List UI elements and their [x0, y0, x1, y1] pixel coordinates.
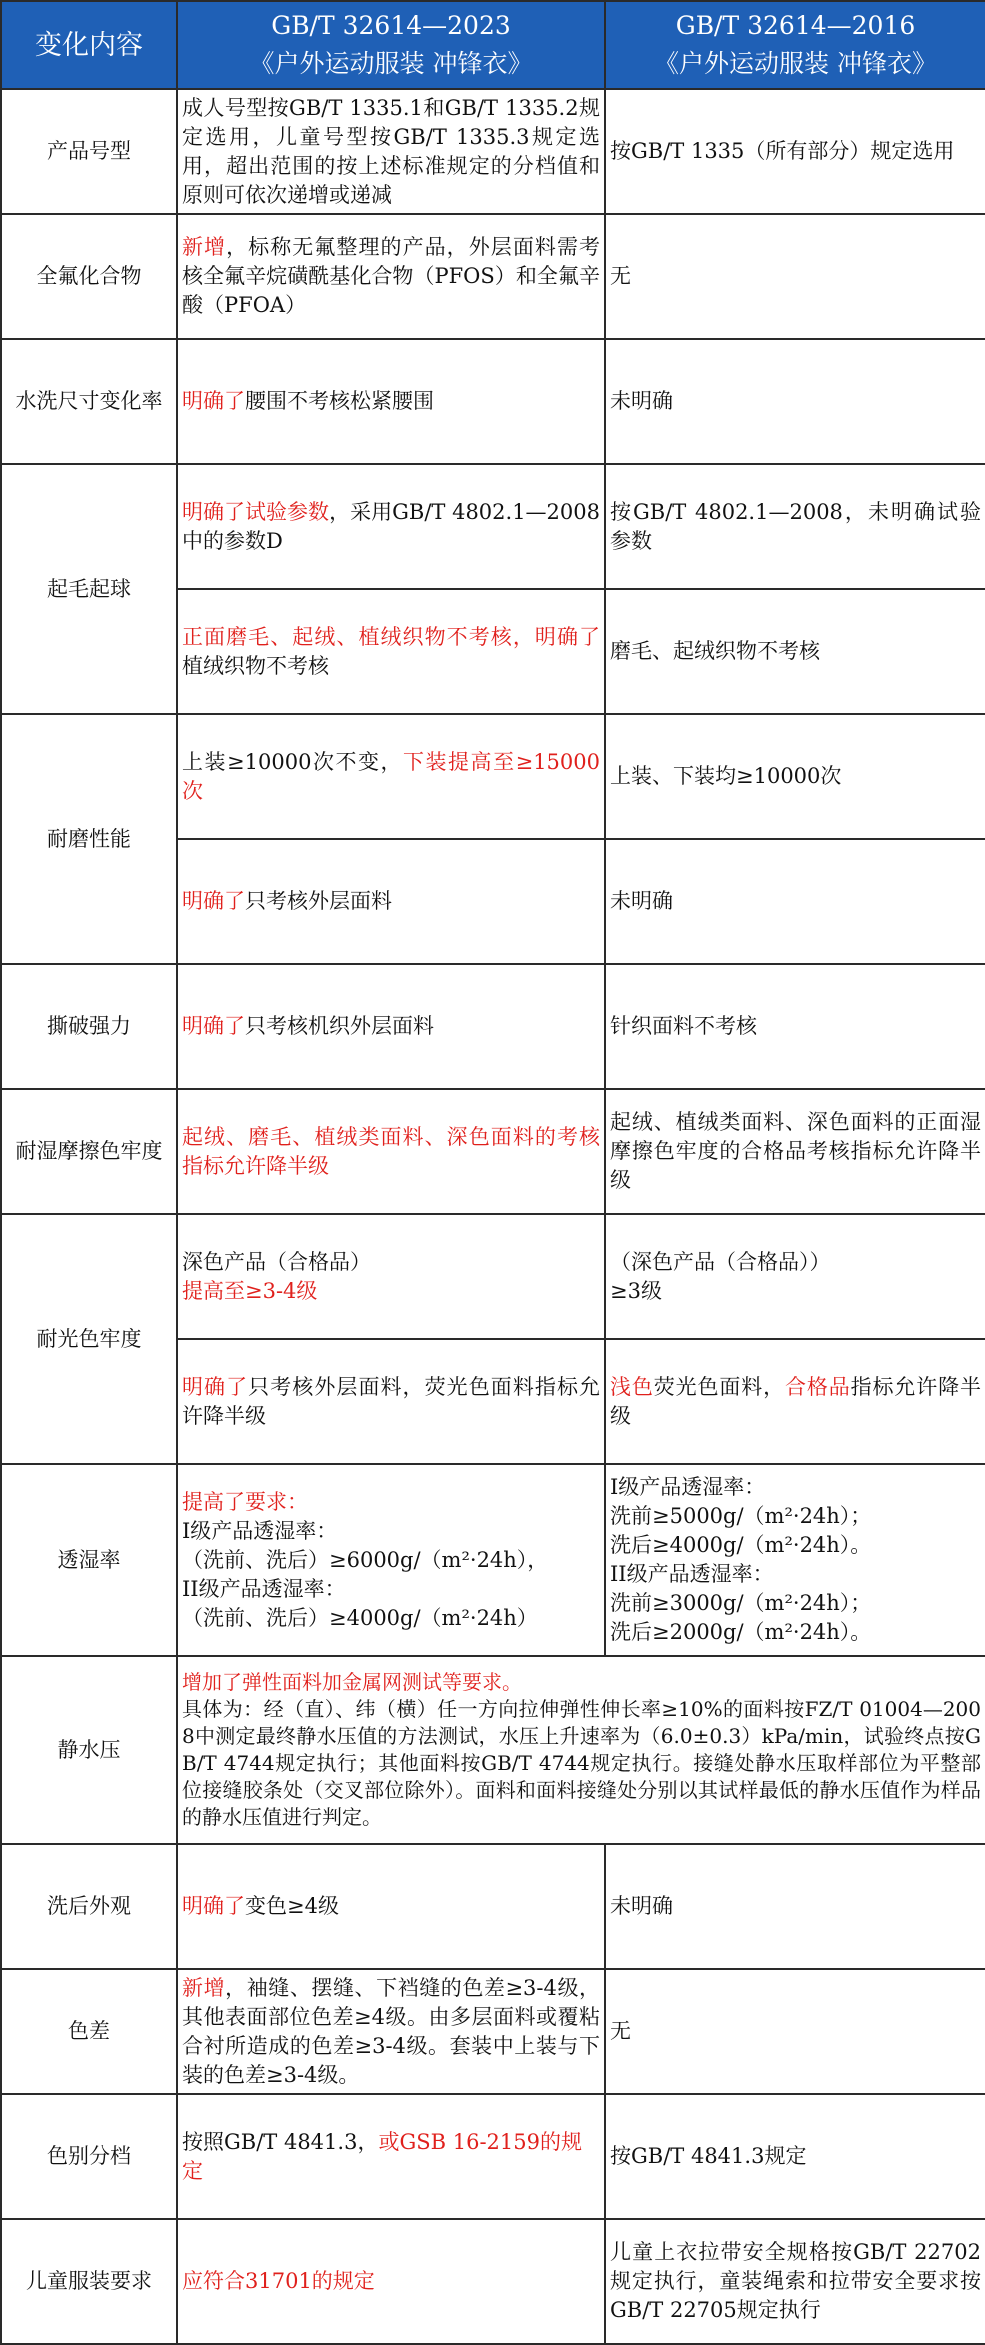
new-text: II级产品透湿率： [182, 1576, 346, 1601]
new-text: 植绒织物不考核 [182, 653, 329, 678]
new-standard-cell [177, 964, 605, 1089]
category-cell: 透湿率 [1, 1464, 177, 1656]
highlight-text: 起绒、磨毛、植绒类面料、深色面料的考核指标允许降半级 [182, 1124, 600, 1178]
old-standard-cell [605, 339, 985, 464]
row-shade-grading [1, 2094, 985, 2219]
category-cell: 静水压 [1, 1656, 177, 1844]
new-text: 具体为：经（直）、纬（横）任一方向拉伸弹性伸长率≥10%的面料按FZ/T 01004—2008中测定最终静水压值的方法测试，水压上升速率为（6.0±0.3）kPa/min，试验终点按GB/T 4744规定执行；其他面料按GB/T 4744规定执行。接缝处静水压取样部位为平整部位接缝胶条处（交叉部位除外）。面料和面料接缝处分别以其试样最低的静水压值作为样品的静水压值进行判定。 [182, 1697, 981, 1829]
highlight-text: 提高了要求： [182, 1489, 308, 1514]
old-standard-cell [605, 964, 985, 1089]
old-text: 按GB/T 1335（所有部分）规定选用 [610, 139, 955, 163]
row-pilling-a [1, 464, 985, 589]
row-light-fastness-a [1, 1214, 985, 1339]
new-standard-cell [177, 1844, 605, 1969]
row-children-clothing [1, 2219, 985, 2344]
category-cell: 耐磨性能 [1, 714, 177, 964]
new-text: （洗前、洗后）≥4000g/（m²·24h） [182, 1605, 538, 1630]
old-text: 起绒、植绒类面料、深色面料的正面湿摩擦色牢度的合格品考核指标允许降半级 [610, 1110, 981, 1192]
row-product-size [1, 89, 985, 214]
highlight-text: 明确了 [182, 1374, 249, 1399]
new-standard-cell [177, 2094, 605, 2219]
new-text: 深色产品（合格品） [182, 1249, 371, 1274]
row-perfluorinated [1, 214, 985, 339]
row-color-difference [1, 1969, 985, 2094]
old-standard-cell [605, 1089, 985, 1214]
category-cell: 色差 [1, 1969, 177, 2094]
old-standard-cell [605, 1969, 985, 2094]
highlight-text: 明确了 [182, 1014, 245, 1038]
old-text: （深色产品（合格品）） [610, 1249, 831, 1274]
old-text: 洗后≥4000g/（m²·24h）。 [610, 1533, 872, 1557]
new-text: 腰围不考核松紧腰围 [245, 389, 434, 413]
new-text: 只考核外层面料 [245, 889, 392, 913]
new-standard-cell [177, 1339, 605, 1464]
old-text: 指标允许降半级 [610, 1374, 981, 1428]
highlight-text: 浅色 [610, 1374, 654, 1399]
highlight-text: 增加了弹性面料加金属网测试等要求。 [182, 1670, 522, 1694]
new-standard-cell [177, 1464, 605, 1656]
new-standard-cell [177, 1214, 605, 1339]
new-text: I级产品透湿率： [182, 1518, 338, 1543]
new-standard-cell [177, 89, 605, 214]
new-standard-cell [177, 339, 605, 464]
new-standard-cell [177, 1089, 605, 1214]
old-text: 荧光色面料， [653, 1374, 785, 1399]
old-standard-cell [605, 839, 985, 964]
new-text: 按照GB/T 4841.3， [182, 2129, 379, 2154]
row-wash-dimension [1, 339, 985, 464]
old-standard-cell [605, 589, 985, 714]
old-standard-cell [605, 1464, 985, 1656]
highlight-text: 明确了 [182, 389, 245, 413]
category-cell: 洗后外观 [1, 1844, 177, 1969]
old-text: 上装、下装均≥10000次 [610, 764, 842, 788]
new-standard-cell [177, 714, 605, 839]
new-text: 上装≥10000次不变， [182, 749, 404, 774]
highlight-text: 明确了 [182, 1894, 245, 1918]
new-text: ，采用GB/T 4802.1—2008中的参数D [182, 499, 601, 553]
category-cell: 耐光色牢度 [1, 1214, 177, 1464]
old-text: 按GB/T 4841.3规定 [610, 2144, 807, 2168]
new-standard-cell [177, 464, 605, 589]
category-cell: 起毛起球 [1, 464, 177, 714]
new-standard-cell [177, 589, 605, 714]
highlight-text: 明确了 [182, 889, 245, 913]
row-abrasion-a [1, 714, 985, 839]
old-text: 洗后≥2000g/（m²·24h）。 [610, 1620, 872, 1644]
old-text: I级产品透湿率： [610, 1475, 766, 1499]
highlight-text: 明确了试验参数 [182, 499, 330, 524]
old-standard-cell [605, 1844, 985, 1969]
old-text: 未明确 [610, 889, 673, 913]
header-2016-title: 《户外运动服装 冲锋衣》 [654, 49, 937, 78]
header-row [1, 1, 985, 89]
category-cell: 全氟化合物 [1, 214, 177, 339]
category-cell: 色别分档 [1, 2094, 177, 2219]
new-text: ，标称无氟整理的产品，外层面料需考核全氟辛烷磺酰基化合物（PFOS）和全氟辛酸（PFOA） [182, 235, 601, 317]
old-text: II级产品透湿率： [610, 1562, 774, 1586]
new-text: 变色≥4级 [245, 1894, 339, 1918]
merged-standard-cell [177, 1656, 985, 1844]
old-standard-cell [605, 214, 985, 339]
new-standard-cell [177, 839, 605, 964]
header-standard-2023 [177, 1, 605, 89]
highlight-text: 新增 [182, 1975, 226, 2000]
old-text: 按GB/T 4802.1—2008，未明确试验参数 [610, 499, 981, 553]
old-text: 洗前≥5000g/（m²·24h）； [610, 1504, 872, 1528]
new-text: 只考核机织外层面料 [245, 1014, 434, 1038]
highlight-text: 或GSB 16-2159的规定 [182, 2129, 582, 2183]
category-cell: 撕破强力 [1, 964, 177, 1089]
category-cell: 儿童服装要求 [1, 2219, 177, 2344]
new-text: 只考核外层面料，荧光色面料指标允许降半级 [182, 1374, 601, 1428]
new-standard-cell [177, 1969, 605, 2094]
row-wet-rubbing [1, 1089, 985, 1214]
old-text: 无 [610, 264, 631, 288]
old-standard-cell [605, 1339, 985, 1464]
category-cell: 耐湿摩擦色牢度 [1, 1089, 177, 1214]
old-text: 磨毛、起绒织物不考核 [610, 639, 820, 663]
highlight-text: 新增 [182, 235, 227, 259]
highlight-text: 提高至≥3-4级 [182, 1278, 318, 1303]
old-text: 洗前≥3000g/（m²·24h）； [610, 1591, 872, 1615]
header-change-content: 变化内容 [1, 1, 177, 89]
old-standard-cell [605, 2094, 985, 2219]
new-text: （洗前、洗后）≥6000g/（m²·24h）， [182, 1547, 549, 1572]
old-text: 儿童上衣拉带安全规格按GB/T 22702规定执行，童装绳索和拉带安全要求按GB/T 22705规定执行 [610, 2240, 981, 2322]
old-text: 无 [610, 2019, 631, 2043]
new-text: 成人号型按GB/T 1335.1和GB/T 1335.2规定选用，儿童号型按GB/T 1335.3规定选用，超出范围的按上述标准规定的分档值和原则可依次递增或递减 [182, 95, 600, 207]
old-text: 未明确 [610, 1894, 673, 1918]
header-2023-code: GB/T 32614—2023 [271, 11, 511, 40]
old-text: 未明确 [610, 389, 673, 413]
highlight-text: 下装提高至≥15000次 [182, 749, 600, 803]
row-hydrostatic-pressure [1, 1656, 985, 1844]
highlight-text: 正面磨毛、起绒、植绒织物不考核，明确了 [182, 624, 600, 649]
row-moisture-permeability [1, 1464, 985, 1656]
old-text: ≥3级 [610, 1278, 662, 1303]
new-standard-cell [177, 214, 605, 339]
header-2016-code: GB/T 32614—2016 [675, 11, 916, 40]
highlight-text: 合格品 [785, 1374, 851, 1399]
old-standard-cell [605, 1214, 985, 1339]
row-post-wash-appearance [1, 1844, 985, 1969]
new-standard-cell [177, 2219, 605, 2344]
old-text: 针织面料不考核 [610, 1014, 757, 1038]
category-cell: 产品号型 [1, 89, 177, 214]
old-standard-cell [605, 714, 985, 839]
highlight-text: 应符合31701的规定 [182, 2269, 375, 2293]
old-standard-cell [605, 89, 985, 214]
header-2023-title: 《户外运动服装 冲锋衣》 [249, 49, 533, 78]
header-standard-2016 [605, 1, 985, 89]
row-tear-strength [1, 964, 985, 1089]
category-cell: 水洗尺寸变化率 [1, 339, 177, 464]
new-text: ，袖缝、摆缝、下裆缝的色差≥3-4级，其他表面部位色差≥4级。由多层面料或覆粘合衬所造成的色差≥3-4级。套装中上装与下装的色差≥3-4级。 [182, 1975, 601, 2087]
old-standard-cell [605, 464, 985, 589]
old-standard-cell [605, 2219, 985, 2344]
